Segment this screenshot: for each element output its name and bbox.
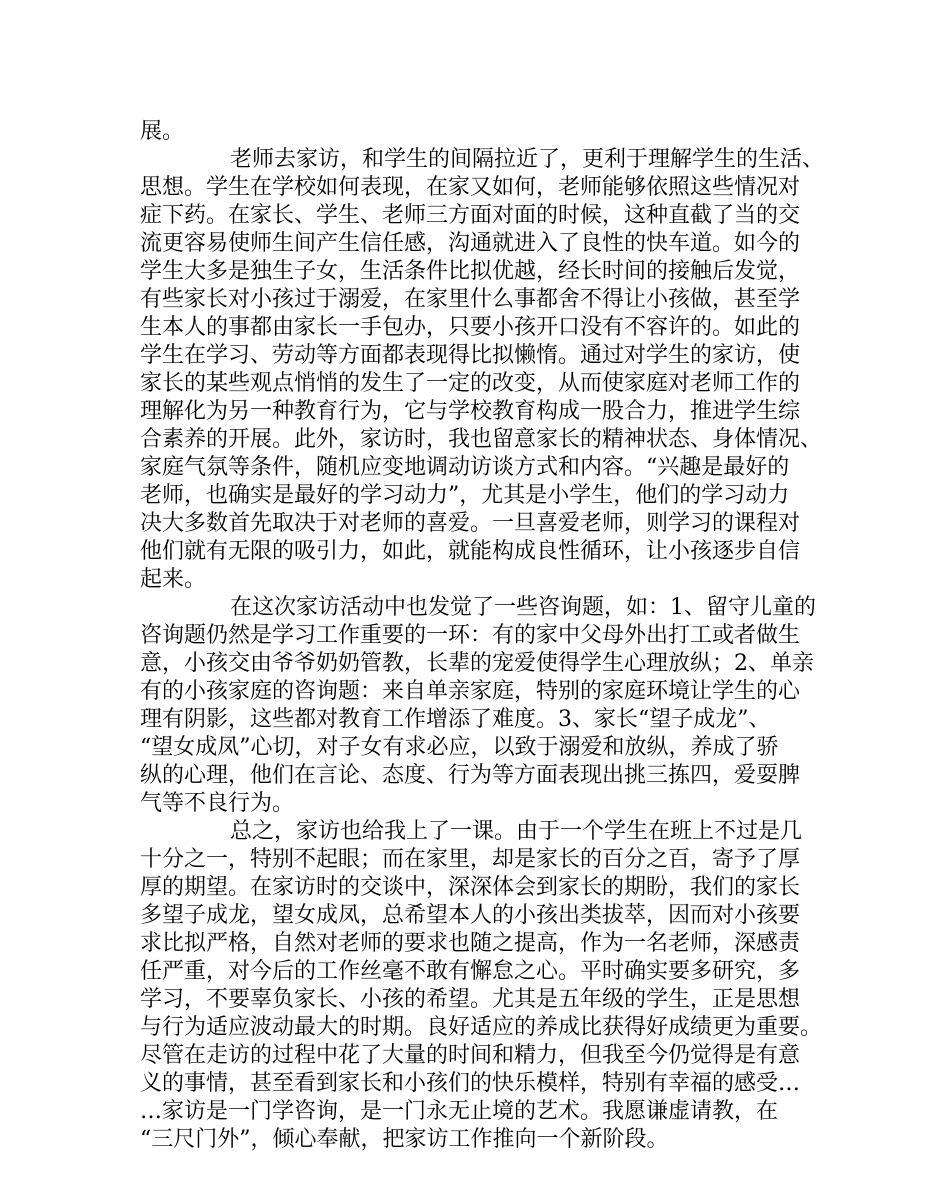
text-line: 老师，也确实是最好的学习动力”，尤其是小学生，他们的学习动力 [140, 483, 790, 508]
text-line: 症下药。在家长、学生、老师三方面对面的时候，这种直截了当的交 [140, 203, 801, 228]
text-line: 理有阴影，这些都对教育工作增添了难度。3、家长“望子成龙”、 [140, 707, 771, 732]
text-line: 学生大多是独生子女，生活条件比拟优越，经长时间的接触后发觉， [140, 259, 801, 284]
text-line: 学习，不要辜负家长、小孩的希望。尤其是五年级的学生，正是思想 [140, 987, 801, 1012]
text-line: 有的小孩家庭的咨询题：来自单亲家庭，特别的家庭环境让学生的心 [140, 679, 801, 704]
text-line: 多望子成龙，望女成凤，总希望本人的小孩出类拔萃，因而对小孩要 [140, 903, 801, 928]
text-line: 咨询题仍然是学习工作重要的一环：有的家中父母外出打工或者做生 [140, 623, 801, 648]
text-line: …家访是一门学咨询，是一门永无止境的艺术。我愿谦虚请教，在 [140, 1099, 779, 1124]
text-line: 十分之一，特别不起眼；而在家里，却是家长的百分之百，寄予了厚 [140, 847, 801, 872]
text-line: “望女成凤”心切，对子女有求必应，以致于溺爱和放纵，养成了骄 [140, 735, 779, 760]
text-line: 义的事情，甚至看到家长和小孩们的快乐模样，特别有幸福的感受… [140, 1071, 801, 1096]
text-line: 展。 [140, 119, 185, 144]
text-line: 理解化为另一种教育行为，它与学校教育构成一股合力，推进学生综 [140, 399, 801, 424]
text-line: 求比拟严格，自然对老师的要求也随之提高，作为一名老师，深感责 [140, 931, 801, 956]
text-line: 思想。学生在学校如何表现，在家又如何，老师能够依照这些情况对 [140, 175, 801, 200]
text-line: 有些家长对小孩过于溺爱，在家里什么事都舍不得让小孩做，甚至学 [140, 287, 801, 312]
paragraph-start-line: 老师去家访，和学生的间隔拉近了，更利于理解学生的生活、 [230, 147, 825, 172]
text-line: 合素养的开展。此外，家访时，我也留意家长的精神状态、身体情况、 [140, 427, 823, 452]
text-line: 他们就有无限的吸引力，如此，就能构成良性循环，让小孩逐步自信 [140, 539, 801, 564]
text-line: 流更容易使师生间产生信任感，沟通就进入了良性的快车道。如今的 [140, 231, 801, 256]
text-line: 起来。 [140, 567, 207, 592]
text-line: 意，小孩交由爷爷奶奶管教，长辈的宠爱使得学生心理放纵；2、单亲 [140, 651, 814, 676]
text-line: 厚的期望。在家访时的交谈中，深深体会到家长的期盼，我们的家长 [140, 875, 801, 900]
text-line: 家庭气氛等条件，随机应变地调动访谈方式和内容。“兴趣是最好的 [140, 455, 790, 480]
paragraph-start-line: 在这次家访活动中也发觉了一些咨询题，如：1、留守儿童的 [230, 595, 816, 620]
text-line: 生本人的事都由家长一手包办，只要小孩开口没有不容许的。如此的 [140, 315, 801, 340]
text-line: 纵的心理，他们在言论、态度、行为等方面表现出挑三拣四，爱耍脾 [140, 763, 801, 788]
text-line: 决大多数首先取决于对老师的喜爱。一旦喜爱老师，则学习的课程对 [140, 511, 801, 536]
text-line: “三尺门外”，倾心奉献，把家访工作推向一个新阶段。 [140, 1127, 669, 1152]
text-line: 与行为适应波动最大的时期。良好适应的养成比获得好成绩更为重要。 [140, 1015, 823, 1040]
text-line: 任严重，对今后的工作丝毫不敢有懈怠之心。平时确实要多研究，多 [140, 959, 801, 984]
text-line: 家长的某些观点悄悄的发生了一定的改变，从而使家庭对老师工作的 [140, 371, 801, 396]
text-line: 气等不良行为。 [140, 791, 295, 816]
paragraph-start-line: 总之，家访也给我上了一课。由于一个学生在班上不过是几 [230, 819, 803, 844]
text-line: 尽管在走访的过程中花了大量的时间和精力，但我至今仍觉得是有意 [140, 1043, 801, 1068]
text-line: 学生在学习、劳动等方面都表现得比拟懒惰。通过对学生的家访，使 [140, 343, 801, 368]
